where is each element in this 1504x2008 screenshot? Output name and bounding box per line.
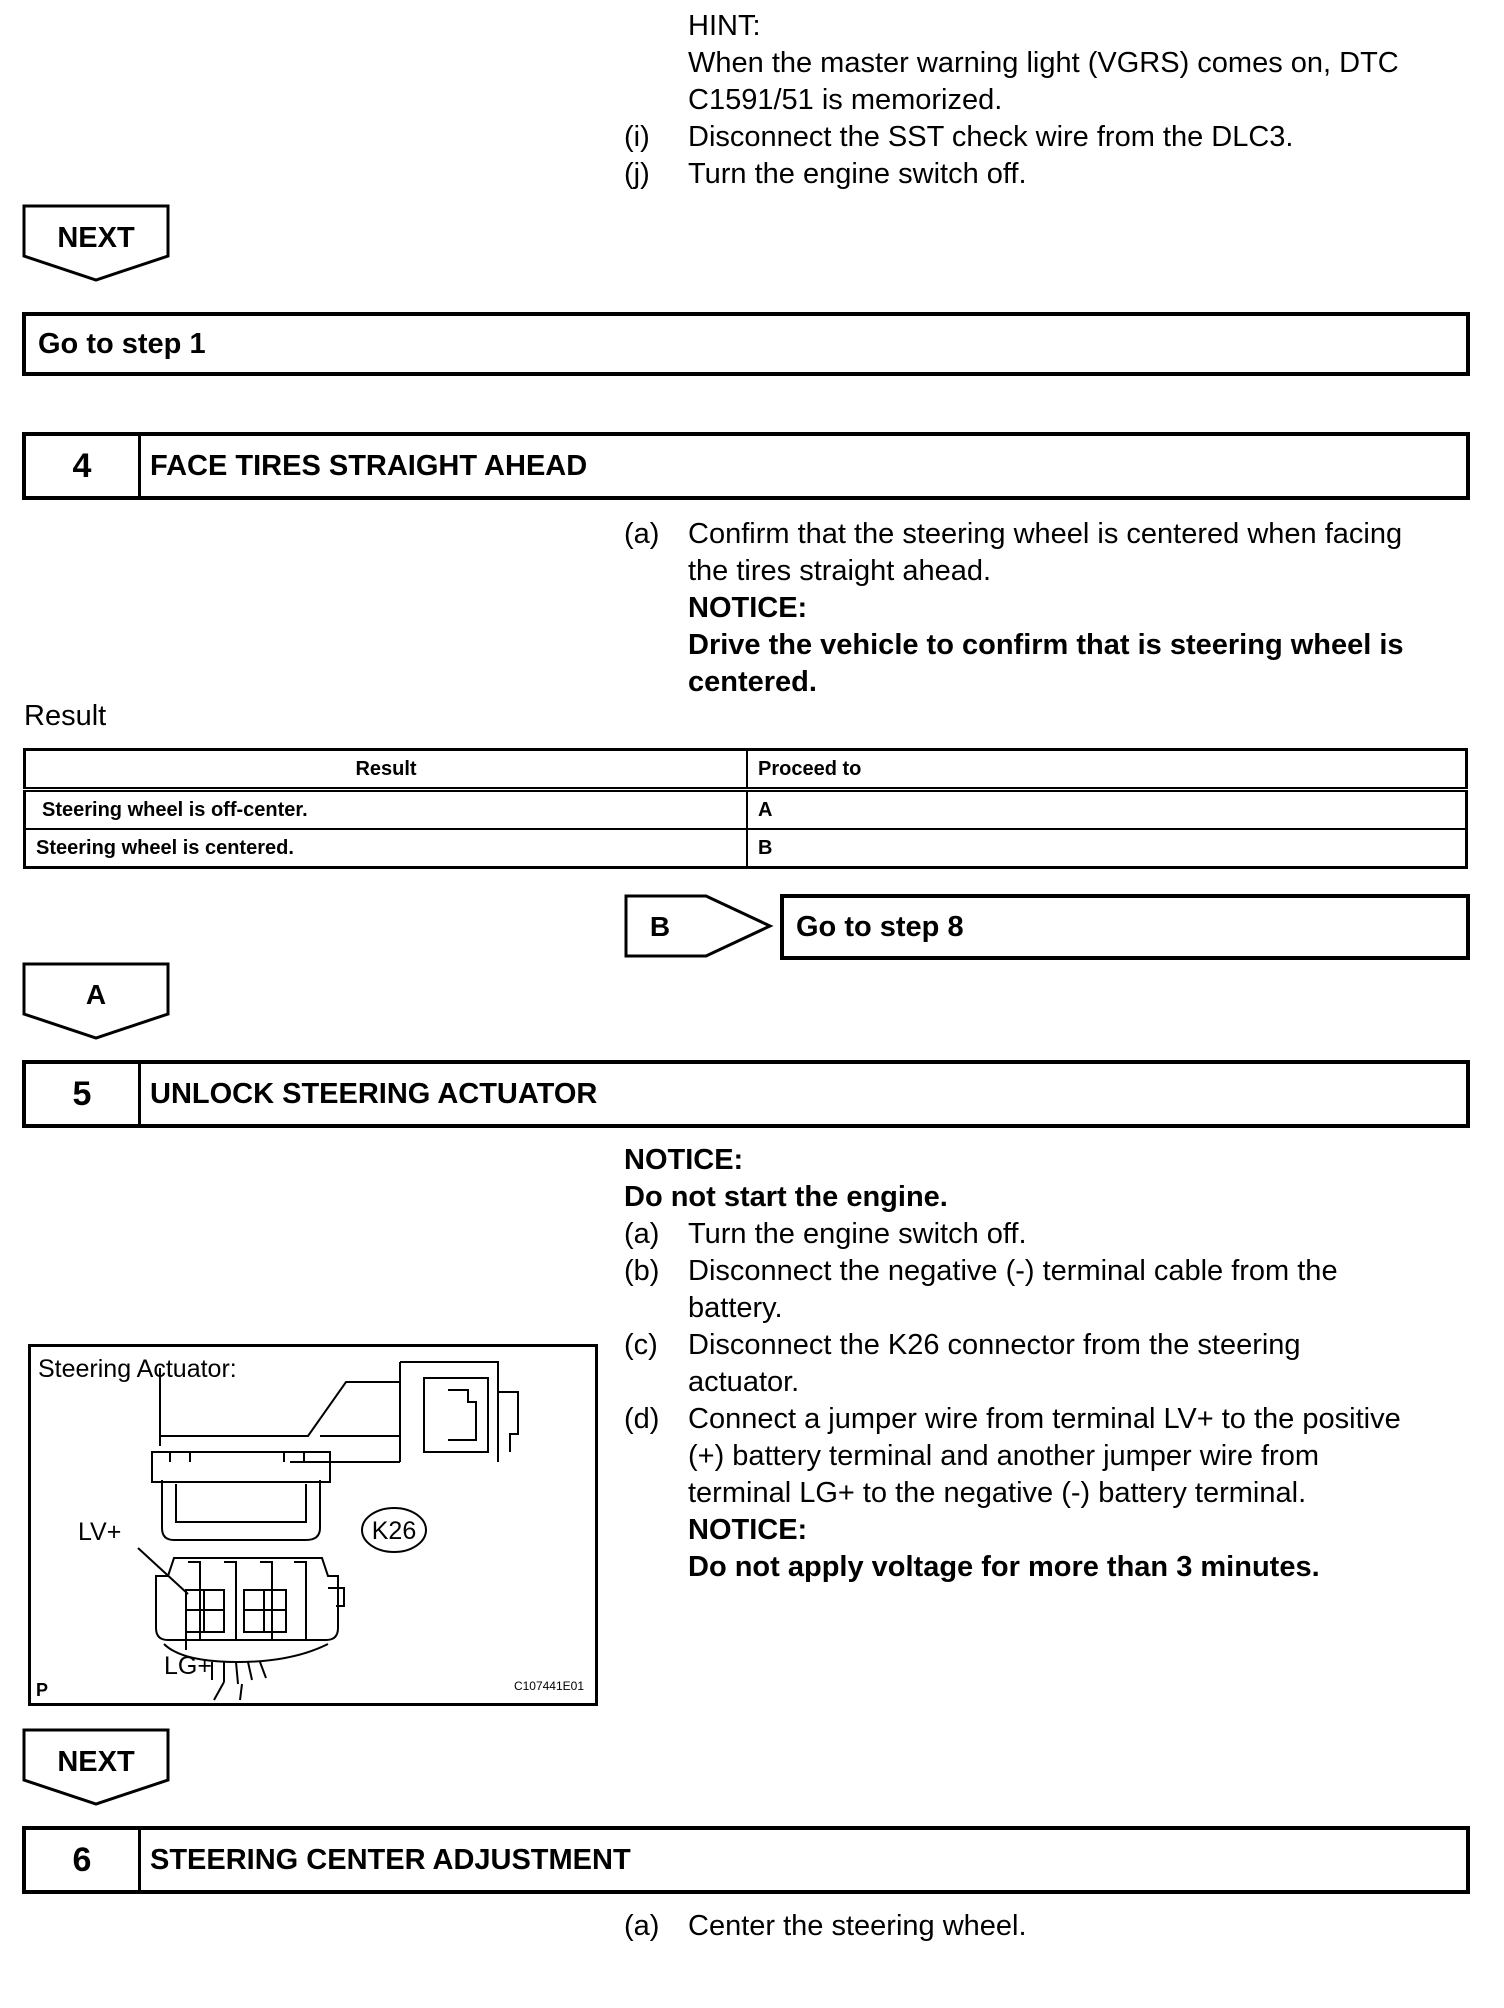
hint-label: HINT: xyxy=(688,10,761,42)
step-4-a-line-1: Confirm that the steering wheel is centered when facing xyxy=(688,518,1403,550)
step-5-b-line-1: Disconnect the negative (-) terminal cable from the xyxy=(688,1255,1338,1287)
result-heading: Result xyxy=(24,700,107,732)
figure-caption: Steering Actuator: xyxy=(38,1355,237,1383)
next-label-1: NEXT xyxy=(57,222,135,254)
step-6-number: 6 xyxy=(26,1830,141,1890)
step-4-header xyxy=(22,432,1470,500)
step-5-a-text: Turn the engine switch off. xyxy=(688,1218,1027,1250)
step-i-label: (i) xyxy=(624,121,650,153)
result-table xyxy=(23,748,1468,869)
figure-corner-mark: P xyxy=(36,1680,49,1700)
branch-b-arrow[interactable] xyxy=(624,894,774,960)
table-header-result: Result xyxy=(25,750,748,790)
table-header-proceed: Proceed to xyxy=(747,750,1467,790)
connector-id: K26 xyxy=(371,1517,417,1545)
step-6-instructions xyxy=(624,1908,1484,1948)
step-j-text: Turn the engine switch off. xyxy=(688,158,1027,190)
step-5-d-notice-text: Do not apply voltage for more than 3 minutes. xyxy=(688,1551,1320,1583)
step-5-d-notice-label: NOTICE: xyxy=(688,1514,808,1546)
lg-label: LG+ xyxy=(164,1652,212,1680)
table-cell-proceed: B xyxy=(747,829,1467,868)
step-5-c-line-2: actuator. xyxy=(688,1366,800,1398)
next-arrow-2[interactable] xyxy=(22,1728,172,1808)
step-5-d-line-1: Connect a jumper wire from terminal LV+ to the positive xyxy=(688,1403,1401,1435)
step-4-instructions xyxy=(624,516,1484,706)
step-5-instructions xyxy=(624,1142,1484,1582)
branch-a-arrow[interactable] xyxy=(22,962,172,1042)
step-5-header xyxy=(22,1060,1470,1128)
next-arrow-1[interactable] xyxy=(22,204,172,284)
step-5-a-label: (a) xyxy=(624,1218,660,1250)
step-6-header xyxy=(22,1826,1470,1894)
step-4-a-line-2: the tires straight ahead. xyxy=(688,555,992,587)
table-header-row xyxy=(25,750,1467,790)
step-5-notice-text: Do not start the engine. xyxy=(624,1181,948,1213)
step-4-title: FACE TIRES STRAIGHT AHEAD xyxy=(150,449,588,482)
steering-actuator-figure xyxy=(28,1344,598,1706)
table-cell-proceed: A xyxy=(747,790,1467,830)
step-4-notice-line-2: centered. xyxy=(688,666,817,698)
goto-step-8-label: Go to step 8 xyxy=(796,910,964,943)
step-4-notice-label: NOTICE: xyxy=(688,592,808,624)
step-4-notice-line-1: Drive the vehicle to confirm that is steering wheel is xyxy=(688,629,1404,661)
step-4-number: 4 xyxy=(26,436,141,496)
step-5-b-label: (b) xyxy=(624,1255,660,1287)
goto-step-1-label: Go to step 1 xyxy=(38,327,206,360)
step-j-label: (j) xyxy=(624,158,650,190)
hint-line-2: C1591/51 is memorized. xyxy=(688,84,1003,116)
step-5-d-line-2: (+) battery terminal and another jumper wire from xyxy=(688,1440,1320,1472)
step-5-c-line-1: Disconnect the K26 connector from the steering xyxy=(688,1329,1301,1361)
next-label-2: NEXT xyxy=(57,1746,135,1778)
lv-label: LV+ xyxy=(78,1518,122,1546)
table-cell-result: Steering wheel is off-center. xyxy=(25,790,748,830)
step-6-a-text: Center the steering wheel. xyxy=(688,1910,1027,1942)
table-row xyxy=(25,829,1467,868)
step-i-text: Disconnect the SST check wire from the DLC3. xyxy=(688,121,1294,153)
step-6-title: STEERING CENTER ADJUSTMENT xyxy=(150,1843,631,1876)
step-5-b-line-2: battery. xyxy=(688,1292,783,1324)
step-4-a-label: (a) xyxy=(624,518,660,550)
goto-step-8-box[interactable] xyxy=(780,894,1470,960)
figure-code: C107441E01 xyxy=(513,1679,584,1693)
hint-block xyxy=(624,8,1484,188)
step-5-c-label: (c) xyxy=(624,1329,658,1361)
table-row xyxy=(25,790,1467,830)
step-5-d-line-3: terminal LG+ to the negative (-) battery terminal. xyxy=(688,1477,1307,1509)
table-cell-result: Steering wheel is centered. xyxy=(25,829,748,868)
goto-step-1-box[interactable] xyxy=(22,312,1470,376)
step-5-number: 5 xyxy=(26,1064,141,1124)
hint-line-1: When the master warning light (VGRS) comes on, DTC xyxy=(688,47,1399,79)
branch-a-label: A xyxy=(85,979,107,1010)
step-5-title: UNLOCK STEERING ACTUATOR xyxy=(150,1077,598,1110)
step-6-a-label: (a) xyxy=(624,1910,660,1942)
step-5-notice-label: NOTICE: xyxy=(624,1144,744,1176)
branch-b-label: B xyxy=(649,911,671,942)
step-5-d-label: (d) xyxy=(624,1403,660,1435)
